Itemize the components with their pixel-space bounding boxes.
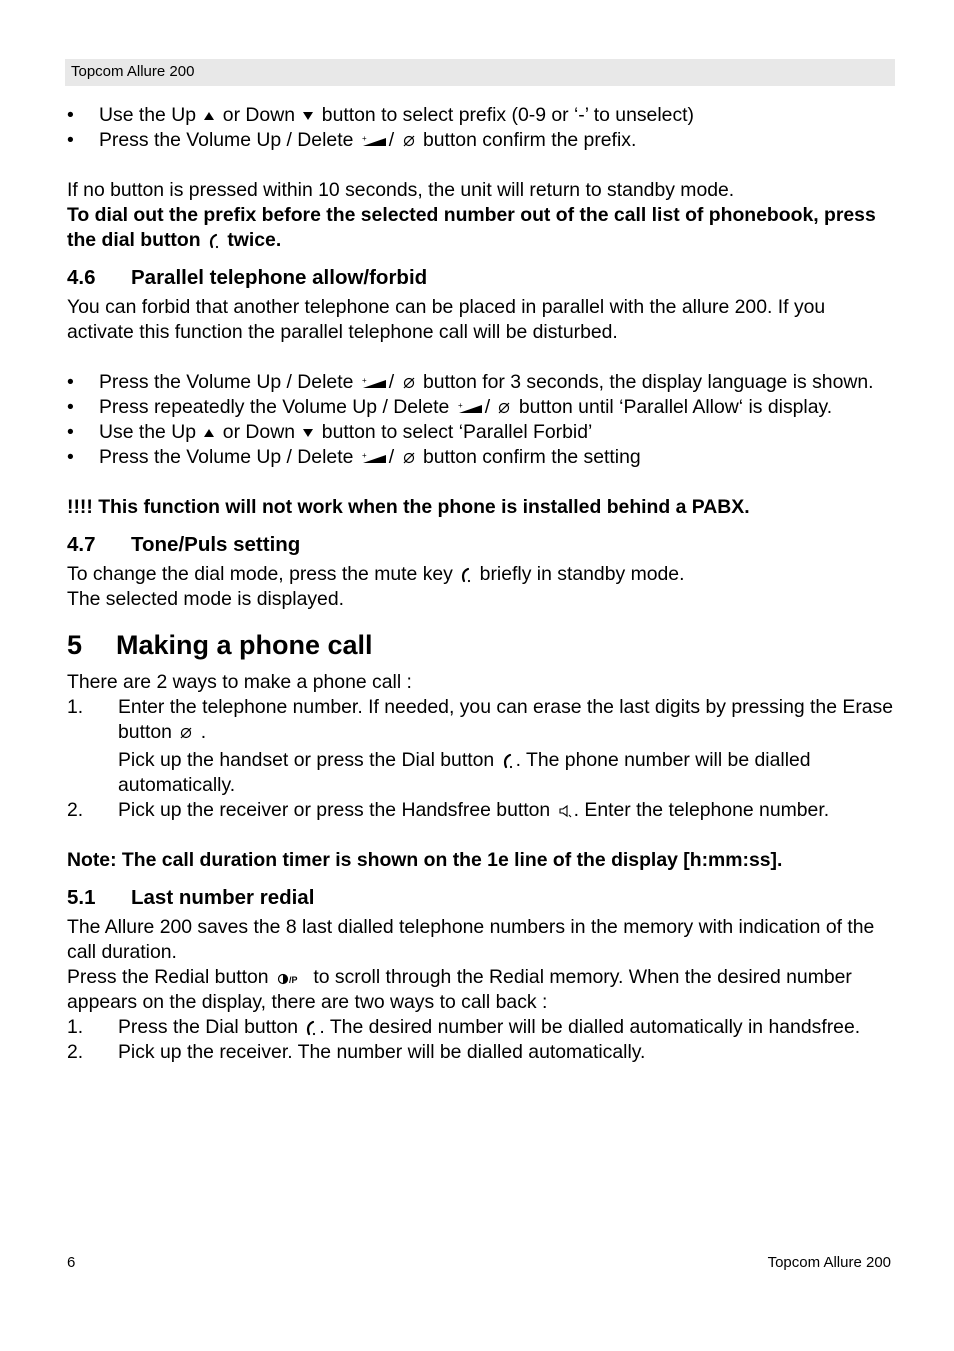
prefix-bullet-confirm: • Press the Volume Up / Delete / button confirm the prefix.: [67, 128, 897, 153]
pabx-warning: !!!! This function will not work when the phone is installed behind a PABX.: [67, 496, 750, 518]
section-heading-4-6: 4.6 Parallel telephone allow/forbid: [67, 266, 428, 289]
prefix-bold-note: To dial out the prefix before the selected number out of the call list of phonebook, press the dial button twice.: [67, 204, 876, 251]
call-intro: There are 2 ways to make a phone call :: [67, 671, 412, 693]
down-arrow-icon: [302, 110, 314, 122]
delete-icon: [497, 401, 511, 415]
section-4-6-intro: You can forbid that another telephone can be placed in parallel with the allure 200. If you activate this function the parallel telephone call will be disturbed.: [67, 296, 826, 343]
down-arrow-icon: [302, 427, 314, 439]
parallel-bullet-4: • Press the Volume Up / Delete / button confirm the setting: [67, 445, 897, 470]
page-content: [67, 103, 897, 1065]
call-item-1: 1. Enter the telephone number. If needed, you can erase the last digits by pressing the Erase button .: [67, 696, 894, 743]
tone-line-2: The selected mode is displayed.: [67, 588, 345, 610]
standby-text: If no button is pressed within 10 seconds, the unit will return to standby mode.: [67, 179, 735, 201]
mute-icon: [460, 567, 472, 583]
redial-para-2: Press the Redial button to scroll through the Redial memory. When the desired number appears on the display, there are two ways to call back :: [67, 966, 852, 1013]
up-arrow-icon: [203, 427, 215, 439]
dial-icon: [502, 753, 514, 769]
delete-icon: [402, 134, 416, 148]
redial-icon: [276, 971, 306, 985]
section-heading-5: 5 Making a phone call: [67, 630, 373, 660]
tone-line-1: To change the dial mode, press the mute key briefly in standby mode.: [67, 563, 685, 585]
parallel-bullet-3: • Use the Up or Down button to select ‘Parallel Forbid’: [67, 420, 897, 445]
page-number: 6: [67, 1254, 76, 1271]
footer-title: Topcom Allure 200: [767, 1254, 891, 1271]
prefix-bullet-select: • Use the Up or Down button to select prefix (0-9 or ‘-’ to unselect): [67, 103, 897, 128]
section-heading-4-7: 4.7 Tone/Puls setting: [67, 533, 301, 556]
section-heading-5-1: 5.1 Last number redial: [67, 886, 315, 909]
parallel-bullet-1: • Press the Volume Up / Delete / button for 3 seconds, the display language is shown.: [67, 370, 897, 395]
volume-up-icon: [361, 134, 387, 148]
call-item-2: 2. Pick up the receiver or press the Handsfree button . Enter the telephone number.: [67, 799, 830, 821]
dial-icon: [305, 1020, 317, 1036]
delete-icon: [402, 451, 416, 465]
handsfree-icon: [558, 804, 572, 818]
delete-icon: [179, 726, 193, 740]
volume-up-icon: [457, 401, 483, 415]
redial-item-1: 1. Press the Dial button . The desired number will be dialled automatically in handsfree.: [67, 1016, 861, 1038]
running-header: [65, 59, 895, 86]
redial-item-2: 2. Pick up the receiver. The number will be dialled automatically.: [67, 1041, 646, 1063]
duration-note: Note: The call duration timer is shown on the 1e line of the display [h:mm:ss].: [67, 849, 783, 871]
delete-icon: [402, 376, 416, 390]
volume-up-icon: [361, 376, 387, 390]
parallel-bullet-2: • Press repeatedly the Volume Up / Delete / button until ‘Parallel Allow‘ is display.: [67, 395, 897, 420]
up-arrow-icon: [203, 110, 215, 122]
dial-icon: [208, 233, 220, 249]
call-item-1-sub: Pick up the handset or press the Dial button . The phone number will be dialled automatically.: [118, 749, 811, 796]
redial-para-1: The Allure 200 saves the 8 last dialled telephone numbers in the memory with indication of the call duration.: [67, 916, 875, 963]
header-title: Topcom Allure 200: [71, 63, 195, 80]
volume-up-icon: [361, 451, 387, 465]
